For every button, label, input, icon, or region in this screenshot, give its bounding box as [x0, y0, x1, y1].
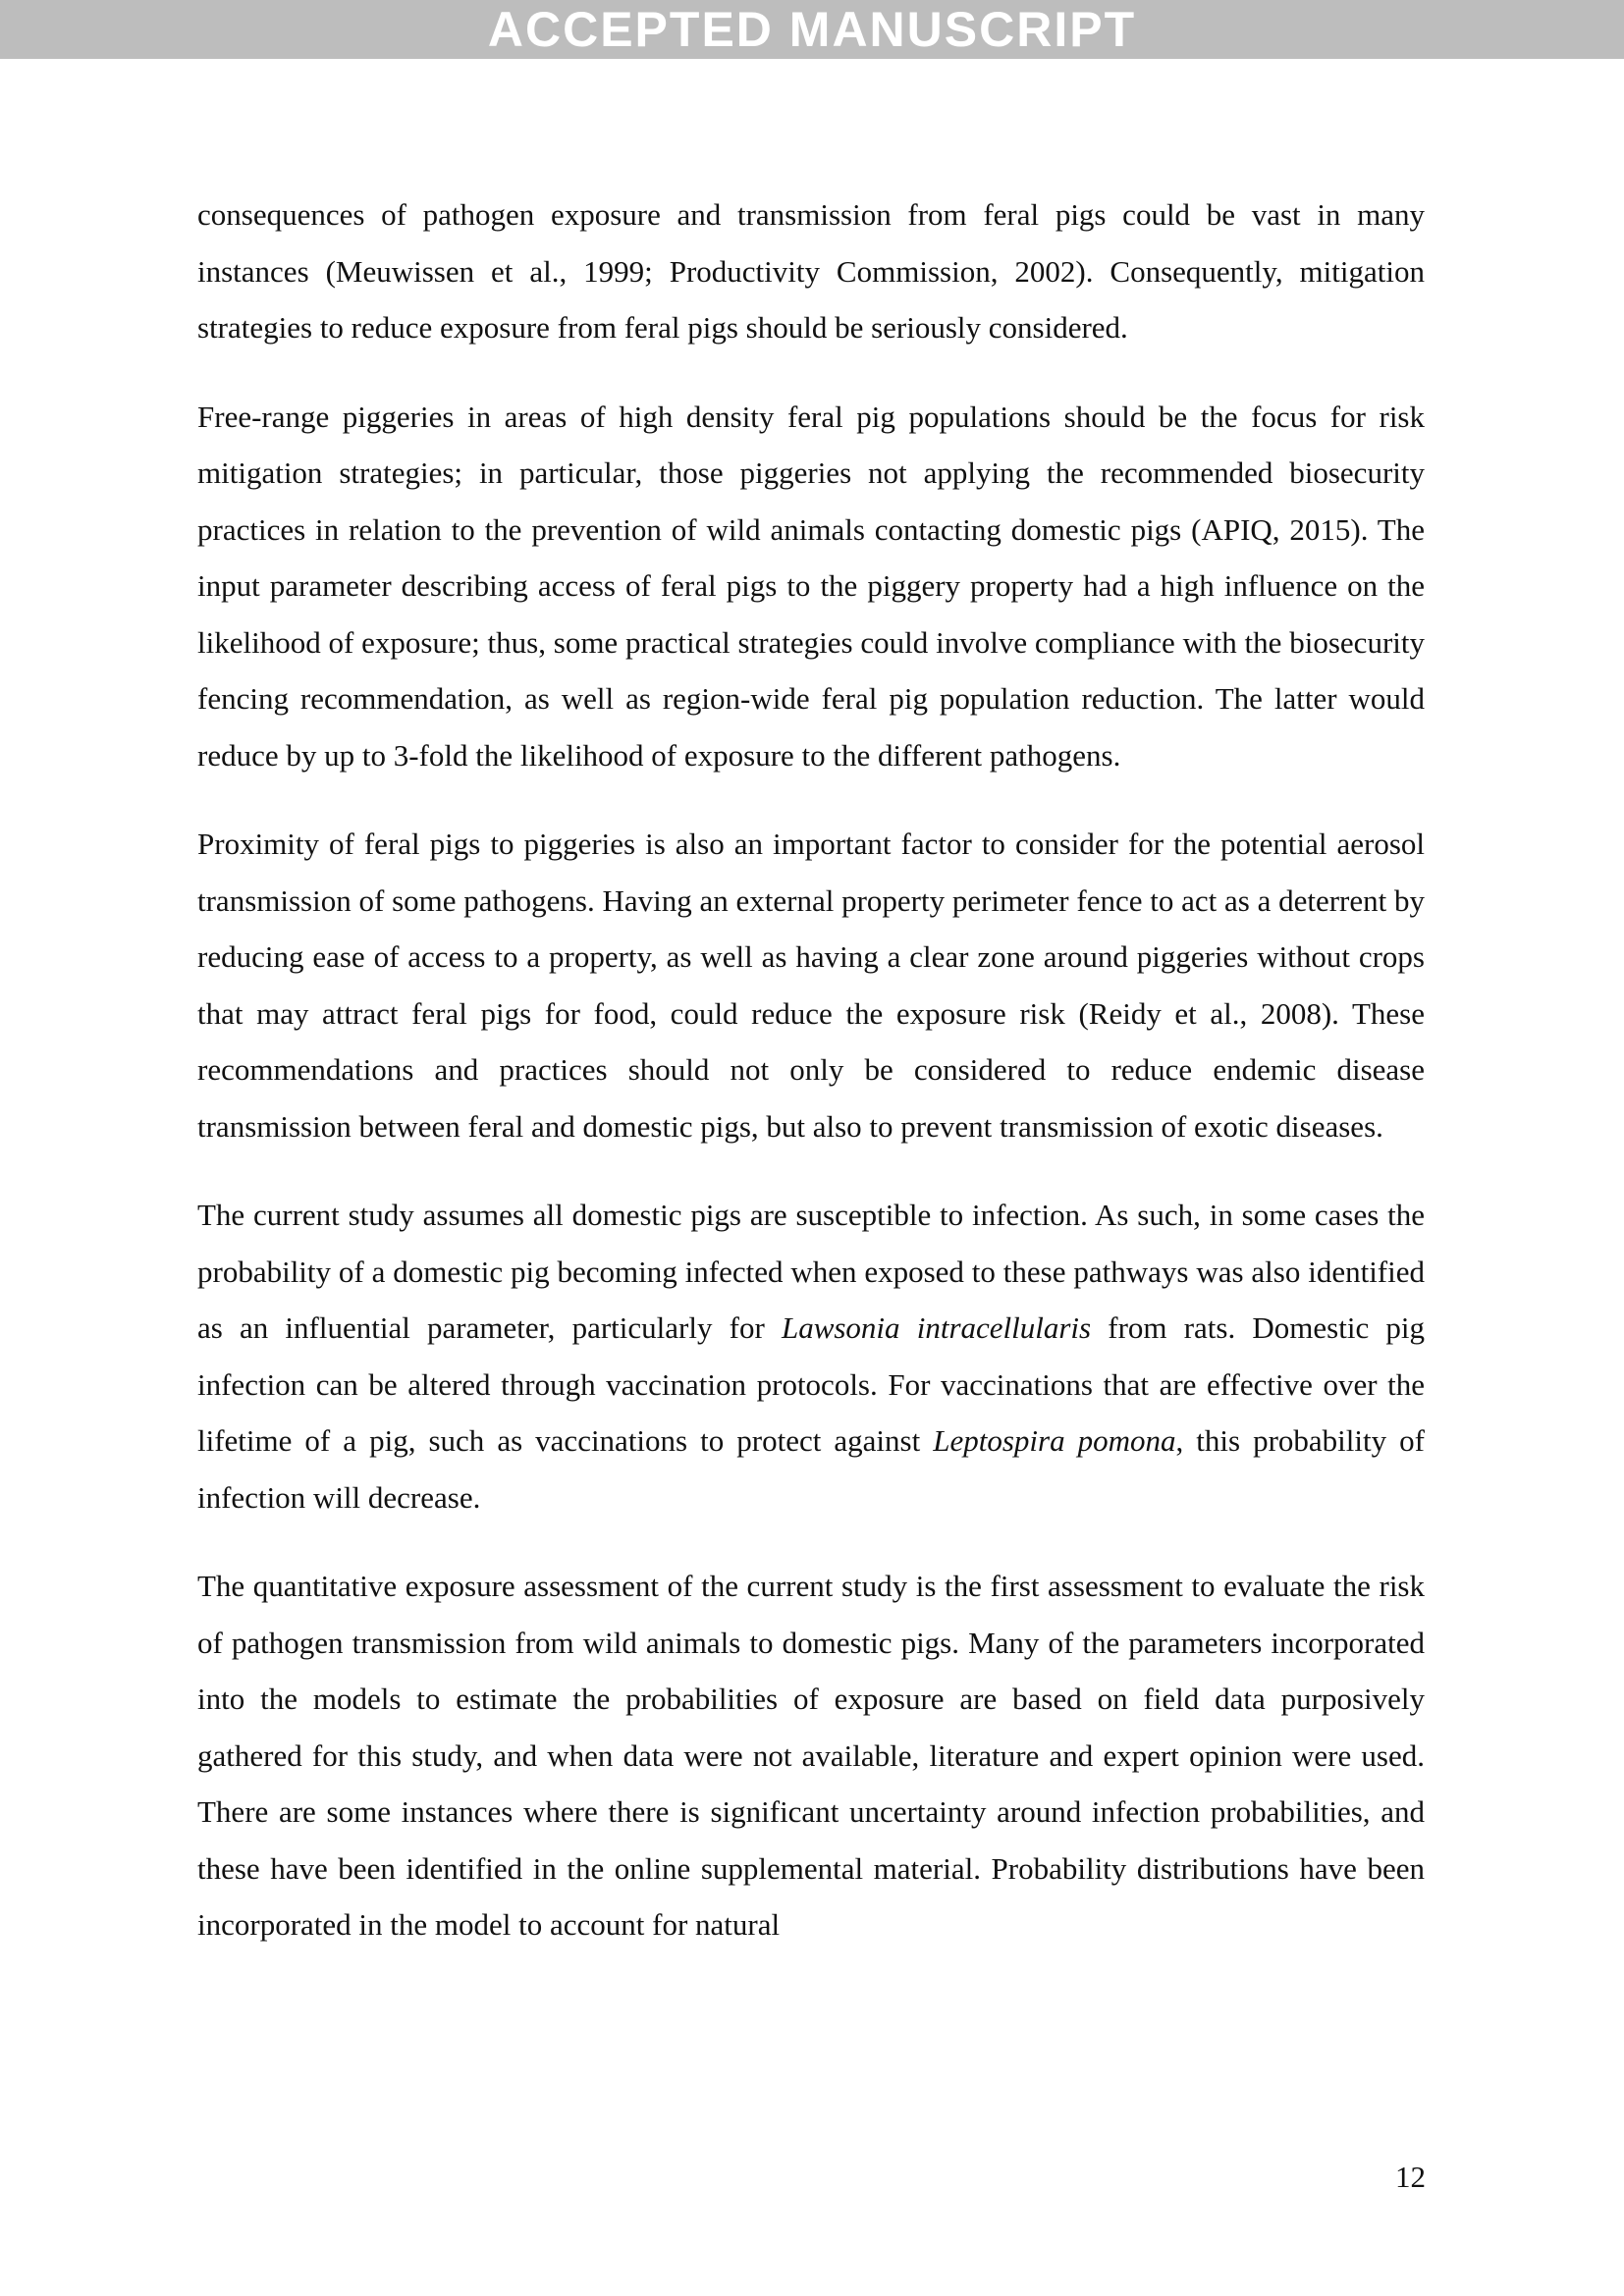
banner-text: ACCEPTED MANUSCRIPT [487, 2, 1137, 57]
paragraph-1-text: consequences of pathogen exposure and transmission from feral pigs could be vast in many instances (Meuwissen et al., 1999; Productivity Commission, 2002). Consequently, mitigation strategies to reduce exposure from feral pigs should be seriously considered. [197, 197, 1425, 345]
paragraph-4-text-a: The current study assumes all domestic pigs are susceptible to infection. As such, in some cases the probability of a domestic pig becoming infected when exposed to these pathways was also identified as an influential parameter, particularly for [197, 1198, 1425, 1345]
paragraph-5-text: The quantitative exposure assessment of the current study is the first assessment to evaluate the risk of pathogen transmission from wild animals to domestic pigs. Many of the parameters incorporated into the models to estimate the probabilities of exposure are based on field data purposively gathered for this study, and when data were not available, literature and expert opinion were used. There are some instances where there is significant uncertainty around infection probabilities, and these have been identified in the online supplemental material. Probability distributions have been incorporated in the model to account for natural [197, 1569, 1425, 1942]
body-text [197, 187, 1425, 1986]
paragraph-4-text-c: , this probability of infection will decrease. [197, 1423, 1425, 1515]
species-name-leptospira: Leptospira pomona [933, 1423, 1176, 1458]
paragraph-2 [197, 389, 1425, 784]
accepted-manuscript-banner [0, 0, 1624, 59]
species-name-lawsonia: Lawsonia intracellularis [781, 1310, 1092, 1345]
paragraph-5 [197, 1558, 1425, 1953]
paragraph-3-text: Proximity of feral pigs to piggeries is also an important factor to consider for the potential aerosol transmission of some pathogens. Having an external property perimeter fence to act as a deterrent by reducing ease of access to a property, as well as having a clear zone around piggeries without crops that may attract feral pigs for food, could reduce the exposure risk (Reidy et al., 2008). These recommendations and practices should not only be considered to reduce endemic disease transmission between feral and domestic pigs, but also to prevent transmission of exotic diseases. [197, 827, 1425, 1144]
page-number: 12 [1395, 2160, 1426, 2194]
paragraph-1 [197, 187, 1425, 356]
paragraph-2-text: Free-range piggeries in areas of high density feral pig populations should be the focus for risk mitigation strategies; in particular, those piggeries not applying the recommended biosecurity practices in relation to the prevention of wild animals contacting domestic pigs (APIQ, 2015). The input parameter describing access of feral pigs to the piggery property had a high influence on the likelihood of exposure; thus, some practical strategies could involve compliance with the biosecurity fencing recommendation, as well as region-wide feral pig population reduction. The latter would reduce by up to 3-fold the likelihood of exposure to the different pathogens. [197, 399, 1425, 773]
paragraph-4 [197, 1187, 1425, 1525]
paragraph-3 [197, 816, 1425, 1154]
paragraph-4-text-b: from rats. Domestic pig infection can be altered through vaccination protocols. For vaccinations that are effective over the lifetime of a pig, such as vaccinations to protect against [197, 1310, 1425, 1458]
